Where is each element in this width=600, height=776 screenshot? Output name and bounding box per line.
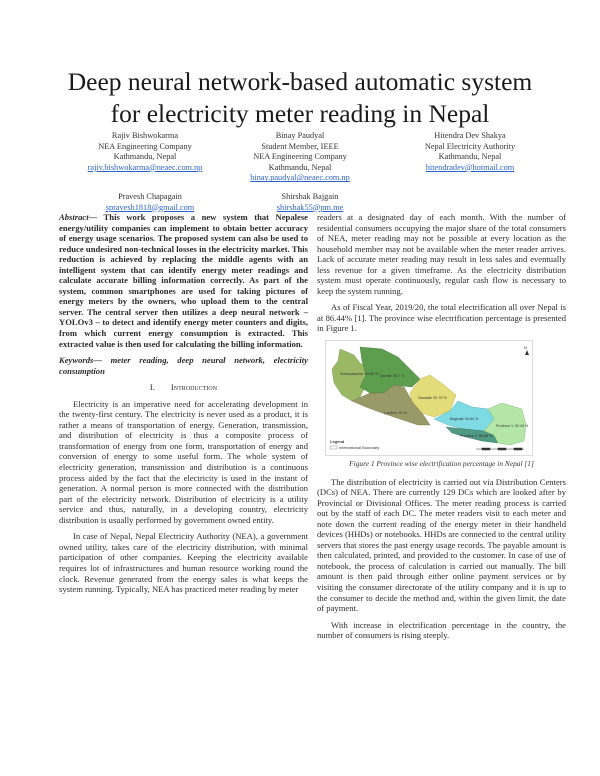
author-affiliation: NEA Engineering Company bbox=[98, 141, 192, 151]
title-line-2: for electricity meter reading in Nepal bbox=[110, 99, 490, 128]
author-affiliation: NEA Engineering Company bbox=[253, 152, 347, 162]
abstract bbox=[59, 212, 308, 349]
left-column bbox=[59, 212, 308, 601]
legend-title: Legend bbox=[330, 439, 345, 445]
north-arrow-shape bbox=[525, 350, 529, 355]
abstract-label: Abstract— bbox=[59, 212, 98, 222]
north-arrow-icon: N bbox=[524, 345, 527, 351]
author-block-1 bbox=[60, 131, 230, 173]
author-location: Kathmandu, Nepal bbox=[268, 162, 332, 172]
label-province-2: Province 2: 88.85 % bbox=[460, 434, 493, 439]
body-paragraph: Electricity is an imperative need for accelerating development in the twenty-first century. The electricity is never used as a product, it is rather a means of transportation of energy. Generation, transmission, and distribution of electricity is thus a composite process of transformation of energy from one form, transportation of energy and conversion of energy to some useful form. The whole system of electricity generation, transmission and distribution is a continuous process aided by the fact that the electricity is used in the instant of generation. A normal person is more connected with the distribution part of the electricity network. Distribution of electricity is a utility service and thus, naturally, in a developing country, electricity distribution is usually performed by government owned entity. bbox=[59, 398, 308, 525]
legend-item: International Boundary bbox=[339, 445, 380, 451]
author-name: Hitendra Dev Shakya bbox=[434, 131, 506, 140]
author-block-2 bbox=[215, 131, 385, 184]
keywords-text: meter reading, deep neural network, electricity consumption bbox=[59, 355, 308, 376]
author-block-5 bbox=[240, 192, 380, 213]
paper-title bbox=[0, 66, 600, 130]
nepal-map-graphic bbox=[326, 341, 532, 455]
section-number: I. bbox=[149, 382, 155, 393]
body-paragraph: As of Fiscal Year, 2019/20, the total electrification all over Nepal is at 86.44% [1]. The province wise electrification percentage is presented in Figure 1. bbox=[317, 302, 566, 334]
figure-caption: Figure 1 Province wise electrification percentage in Nepal [1] bbox=[349, 459, 534, 469]
body-paragraph: In case of Nepal, Nepal Electricity Authority (NEA), a government owned utility, takes care of the electricity distribution, with minimal participation of other companies. Keeping the electricity available requires lot of infrastructures and human resource working round the clock. Revenue generated from the energy sales is what keeps the system running. Typically, NEA has practiced meter reading by meter bbox=[59, 531, 308, 595]
body-paragraph: readers at a designated day of each month. With the number of residential consumers occupying the major share of the total consumers of NEA, meter reading may not be possible at every location as the household member may not be available when the meter reader arrives. Lack of accurate meter reading may result in less sales and eventually less revenue for a given timeframe. As the electricity distribution system must operate continuously, regular cash flow is necessary to keep the system running. bbox=[317, 212, 566, 296]
section-heading-introduction bbox=[59, 382, 308, 393]
author-email-link[interactable]: rajiv.bishwokarma@neaec.com.np bbox=[87, 162, 203, 172]
label-sudurpaschim: Sudurpaschim: 84.89 % bbox=[340, 372, 379, 377]
author-email-link[interactable]: shirshak55@pm.me bbox=[276, 202, 344, 212]
section-title: Introduction bbox=[170, 382, 218, 393]
label-province-1: Province 1: 92.43 % bbox=[496, 424, 529, 429]
author-email-link[interactable]: hitendradev@hotmail.com bbox=[425, 162, 515, 172]
legend-swatch bbox=[330, 446, 337, 449]
label-gandaki: Gandaki: 92.79 % bbox=[418, 396, 447, 401]
author-email-link[interactable]: spravesh1818@gmail.com bbox=[105, 202, 195, 212]
author-name: Binay Paudyal bbox=[275, 131, 325, 140]
title-line-1: Deep neural network-based automatic system bbox=[67, 67, 533, 96]
region-karnali bbox=[360, 347, 420, 393]
author-membership: Student Member, IEEE bbox=[261, 141, 339, 151]
author-block-3 bbox=[385, 131, 555, 173]
author-email-link[interactable]: binay.paudyal@neaec.com.np bbox=[250, 173, 350, 183]
scale-bar bbox=[476, 448, 524, 450]
keywords-label: Keywords— bbox=[59, 355, 102, 366]
label-lumbini: Lumbini: 91 % bbox=[384, 411, 407, 416]
body-paragraph: The distribution of electricity is carried out via Distribution Centers (DCs) of NEA. There are currently 129 DCs which are looked after by Provincial or Divisional Offices. The meter reading process is carried out by the staff of each DC. The meter readers visit to each meter and note down the current reading of the energy meter in their handheld devices (HHDs) or notebooks. HHDs are connected to the central utility servers that stores the past energy usage records. The payable amount is then calculated, printed, and provided to the customer. In case of use of notebook, the process of calculation is carried out manually. The bill amount is then paid through either online payment services or by visiting the consumer directorate of the utility company and it is up to the consumer to decide the method and, within the given limit, the date of payment. bbox=[317, 476, 566, 614]
author-block-4 bbox=[80, 192, 220, 213]
author-name: Shirshak Bajgain bbox=[281, 192, 339, 201]
keywords bbox=[59, 355, 308, 376]
label-karnali: Karnali: 58.7 % bbox=[380, 374, 405, 379]
label-bagmati: Bagmati: 94.64 % bbox=[450, 417, 479, 422]
author-location: Kathmandu, Nepal bbox=[113, 152, 177, 162]
author-name: Pravesh Chapagain bbox=[118, 192, 182, 201]
right-column bbox=[317, 212, 566, 647]
author-name: Rajiv Bishwokarma bbox=[111, 131, 179, 140]
figure-nepal-electrification-map bbox=[325, 340, 533, 456]
author-affiliation: Nepal Electricity Authority bbox=[424, 141, 516, 151]
author-location: Kathmandu, Nepal bbox=[438, 152, 502, 162]
abstract-text: This work proposes a new system that Nepalese energy/utility companies can implement to obtain better accuracy of energy usage scenarios. The proposed system can also be used to reduce undesired non-technical losses in the electricity market. This reduction is achieved by replacing the middle agents with an intelligent system that can identify energy meter readings and calculate accurate billing information correctly. As part of the system, common smartphones are used for taking pictures of energy meters by the owners, who upload them to the central server. The central server then utilizes a deep neural network – YOLOv3 – to detect and identify energy meter counters and digits, from which current energy consumption is extracted. This extracted value is then used for calculating the billing information. bbox=[59, 212, 308, 349]
body-paragraph: With increase in electrification percentage in the country, the number of consumers is rising steeply. bbox=[317, 619, 566, 641]
